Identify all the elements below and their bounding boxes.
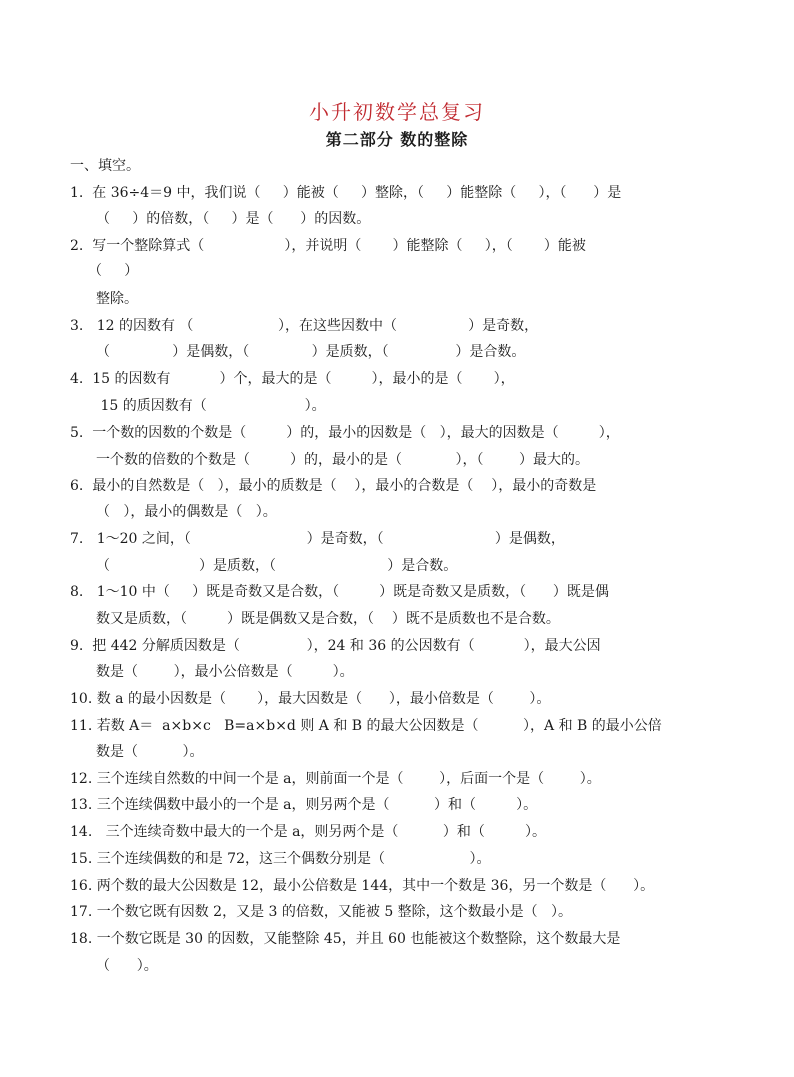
- question-14-line-1: 14. 三个连续奇数中最大的一个是 a，则另两个是（ ）和（ ）。: [70, 824, 546, 840]
- question-16-line-1: 16. 两个数的最大公因数是 12，最小公倍数是 144，其中一个数是 36，另一个数是（ ）。: [70, 878, 655, 894]
- question-13-line-1: 13. 三个连续偶数中最小的一个是 a，则另两个是（ ）和（ ）。: [70, 797, 538, 813]
- question-11-line-1: 11. 若数 A＝ a×b×c B=a×b×d 则 A 和 B 的最大公因数是（ ），A 和 B 的最小公倍: [70, 718, 662, 734]
- question-15-line-1: 15. 三个连续偶数的和是 72，这三个偶数分别是（ ）。: [70, 851, 491, 867]
- question-3-line-2: （ ）是偶数，（ ）是质数，（ ）是合数。: [96, 344, 526, 360]
- question-2-line-2: （ ）: [88, 263, 139, 279]
- question-11-line-2: 数是（ ）。: [96, 744, 204, 760]
- question-9-line-1: 9. 把 442 分解质因数是（ ），24 和 36 的公因数有（ ），最大公因: [70, 638, 601, 654]
- question-8-line-1: 8. 1～10 中（ ）既是奇数又是合数，（ ）既是奇数又是质数，（ ）既是偶: [70, 584, 609, 600]
- question-2-line-1: 2. 写一个整除算式（ ），并说明（ ）能整除（ ），（ ）能被: [70, 238, 586, 254]
- question-4-line-1: 4. 15 的因数有 ）个，最大的是（ ），最小的是（ ），: [70, 371, 515, 387]
- question-3-line-1: 3. 12 的因数有 （ ），在这些因数中（ ）是奇数，: [70, 318, 539, 334]
- question-18-line-1: 18. 一个数它既是 30 的因数，又能整除 45，并且 60 也能被这个数整除，这个数最大是: [70, 931, 621, 947]
- question-12-line-1: 12. 三个连续自然数的中间一个是 a，则前面一个是（ ），后面一个是（ ）。: [70, 771, 601, 787]
- question-1-line-2: （ ）的倍数，（ ）是（ ）的因数。: [96, 211, 371, 227]
- question-18-line-2: （ ）。: [96, 958, 158, 974]
- question-9-line-2: 数是（ ），最小公倍数是（ ）。: [96, 664, 354, 680]
- page-title: 小升初数学总复习: [309, 100, 485, 124]
- question-6-line-2: （ ），最小的偶数是（ ）。: [96, 504, 277, 520]
- question-4-line-2: 15 的质因数有（ ）。: [96, 398, 326, 414]
- question-10-line-1: 10. 数 a 的最小因数是（ ），最大因数是（ ），最小倍数是（ ）。: [70, 691, 551, 707]
- question-7-line-1: 7. 1～20 之间，（ ）是奇数，（ ）是偶数，: [70, 531, 565, 547]
- question-5-line-1: 5. 一个数的因数的个数是（ ）的，最小的因数是（ ），最大的因数是（ ），: [70, 425, 620, 441]
- question-6-line-1: 6. 最小的自然数是（ ），最小的质数是（ ），最小的合数是（ ），最小的奇数是: [70, 478, 597, 494]
- section-heading: 一、填空。: [70, 158, 140, 174]
- question-2-line-3: 整除。: [96, 291, 138, 307]
- question-1-line-1: 1. 在 36÷4＝9 中，我们说（ ）能被（ ）整除，（ ）能整除（ ），（ ）是: [70, 185, 622, 201]
- question-17-line-1: 17. 一个数它既有因数 2，又是 3 的倍数，又能被 5 整除，这个数最小是（ ）。: [70, 904, 573, 920]
- page-subtitle: 第二部分 数的整除: [325, 130, 469, 149]
- question-7-line-2: （ ）是质数，（ ）是合数。: [96, 558, 458, 574]
- question-5-line-2: 一个数的倍数的个数是（ ）的，最小的是（ ），（ ）最大的。: [96, 452, 590, 468]
- question-8-line-2: 数又是质数，（ ）既是偶数又是合数，（ ）既不是质数也不是合数。: [96, 611, 560, 627]
